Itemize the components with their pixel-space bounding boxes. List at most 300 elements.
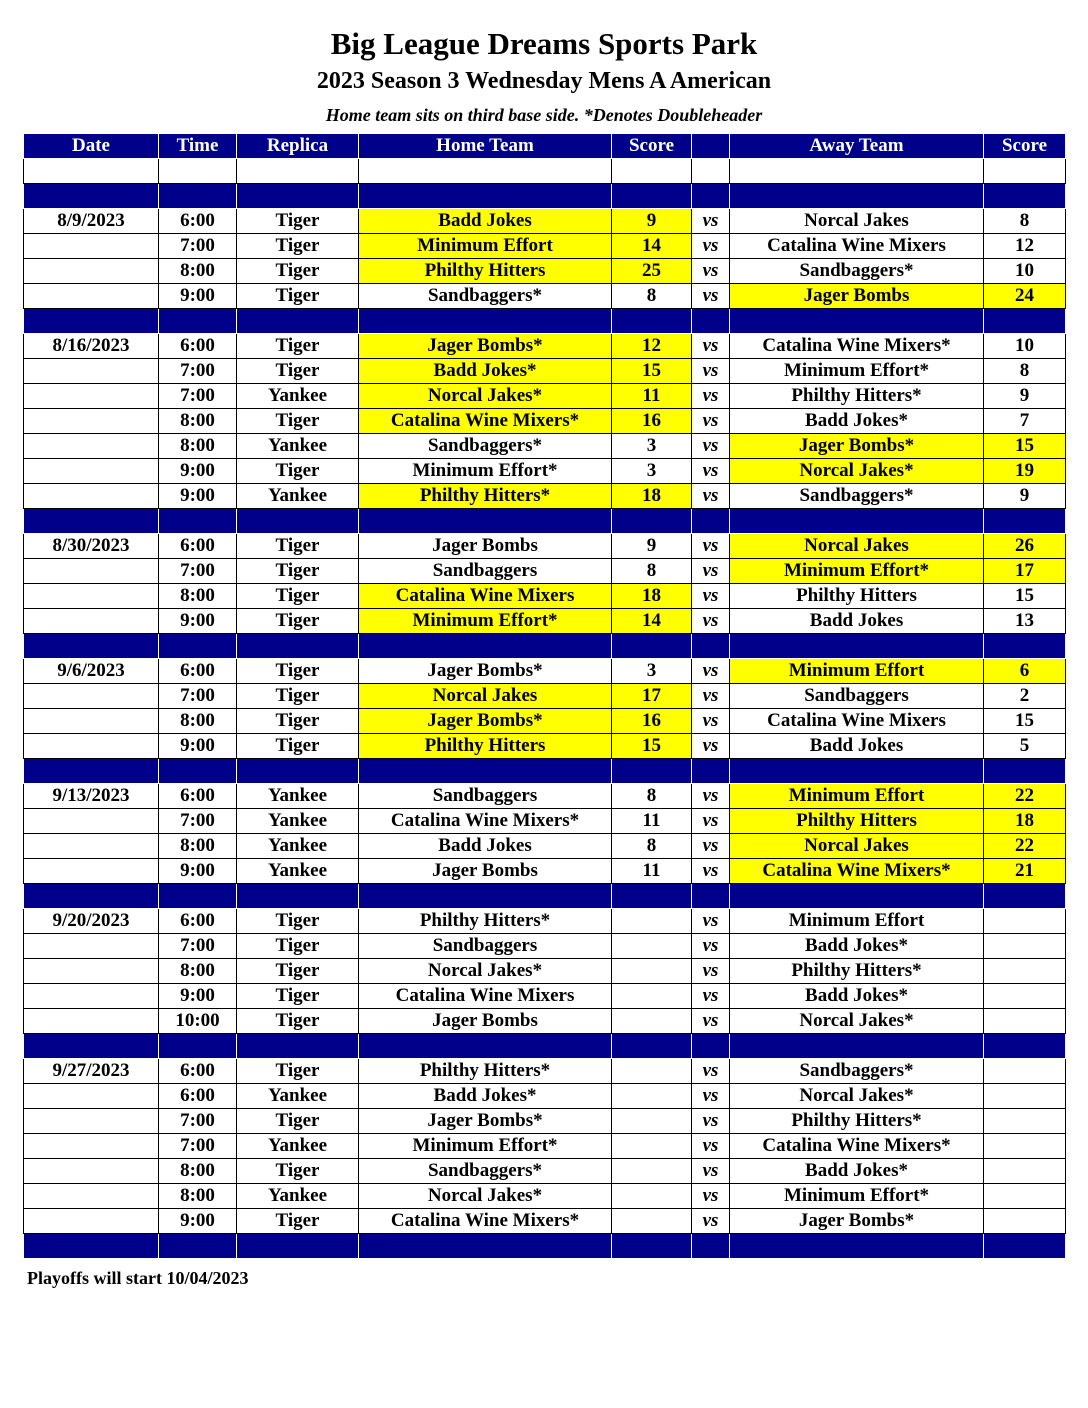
away-team-cell: Philthy Hitters: [730, 584, 984, 609]
time-cell: 8:00: [159, 409, 237, 434]
home-team-cell: [359, 1234, 612, 1259]
away-score-cell: 22: [984, 784, 1066, 809]
home-score-cell: 11: [612, 384, 692, 409]
time-cell: 7:00: [159, 1134, 237, 1159]
vs-cell: [692, 309, 730, 334]
date-cell: [24, 809, 159, 834]
time-cell: 8:00: [159, 259, 237, 284]
away-score-cell: 8: [984, 209, 1066, 234]
game-row: [24, 559, 1066, 584]
home-score-cell: 16: [612, 409, 692, 434]
col-header-home-score: Score: [612, 134, 692, 159]
home-team-cell: Catalina Wine Mixers*: [359, 409, 612, 434]
home-team-cell: Minimum Effort*: [359, 1134, 612, 1159]
away-team-cell: Sandbaggers*: [730, 484, 984, 509]
away-score-cell: 22: [984, 834, 1066, 859]
vs-cell: vs: [692, 709, 730, 734]
home-score-cell: [612, 959, 692, 984]
home-team-cell: [359, 309, 612, 334]
home-team-cell: Catalina Wine Mixers*: [359, 1209, 612, 1234]
week-separator-row: [24, 634, 1066, 659]
replica-cell: [237, 1234, 359, 1259]
date-cell: [24, 1034, 159, 1059]
col-header-home-team: Home Team: [359, 134, 612, 159]
home-score-cell: [612, 159, 692, 184]
date-cell: [24, 1159, 159, 1184]
page-title: Big League Dreams Sports Park: [330, 26, 758, 61]
home-score-cell: [612, 1034, 692, 1059]
time-cell: 8:00: [159, 1159, 237, 1184]
home-team-cell: Jager Bombs: [359, 859, 612, 884]
away-team-cell: Sandbaggers*: [730, 1059, 984, 1084]
home-score-cell: [612, 1009, 692, 1034]
home-score-cell: 11: [612, 859, 692, 884]
game-row: [24, 934, 1066, 959]
away-team-cell: [730, 1034, 984, 1059]
date-cell: [24, 1209, 159, 1234]
game-row: [24, 584, 1066, 609]
away-score-cell: [984, 934, 1066, 959]
home-team-cell: [359, 184, 612, 209]
vs-cell: vs: [692, 609, 730, 634]
home-score-cell: 8: [612, 559, 692, 584]
time-cell: 7:00: [159, 384, 237, 409]
vs-cell: vs: [692, 284, 730, 309]
away-team-cell: Minimum Effort: [730, 784, 984, 809]
time-cell: 8:00: [159, 834, 237, 859]
home-team-cell: Philthy Hitters*: [359, 909, 612, 934]
date-cell: [24, 959, 159, 984]
away-score-cell: [984, 634, 1066, 659]
away-team-cell: [730, 309, 984, 334]
home-team-cell: Philthy Hitters*: [359, 1059, 612, 1084]
game-row: [24, 959, 1066, 984]
week-separator-row: [24, 509, 1066, 534]
time-cell: 9:00: [159, 459, 237, 484]
home-score-cell: [612, 759, 692, 784]
col-header-date: Date: [24, 134, 159, 159]
home-team-cell: Jager Bombs: [359, 534, 612, 559]
date-cell: 8/16/2023: [24, 334, 159, 359]
date-cell: [24, 559, 159, 584]
time-cell: [159, 1234, 237, 1259]
home-team-cell: Minimum Effort*: [359, 459, 612, 484]
game-row: [24, 984, 1066, 1009]
away-team-cell: [730, 159, 984, 184]
replica-cell: [237, 634, 359, 659]
away-score-cell: [984, 1234, 1066, 1259]
date-cell: [24, 484, 159, 509]
date-cell: 8/30/2023: [24, 534, 159, 559]
date-cell: [24, 734, 159, 759]
game-row: [24, 734, 1066, 759]
schedule-body: [24, 159, 1066, 1259]
vs-cell: [692, 184, 730, 209]
home-score-cell: 14: [612, 609, 692, 634]
away-team-cell: Philthy Hitters*: [730, 384, 984, 409]
home-score-cell: 3: [612, 659, 692, 684]
replica-cell: Tiger: [237, 1059, 359, 1084]
vs-cell: vs: [692, 1059, 730, 1084]
vs-cell: vs: [692, 559, 730, 584]
page-subtitle: 2023 Season 3 Wednesday Mens A American: [316, 68, 772, 94]
home-team-cell: [359, 884, 612, 909]
replica-cell: Yankee: [237, 1084, 359, 1109]
away-team-cell: Jager Bombs*: [730, 434, 984, 459]
home-team-cell: Norcal Jakes*: [359, 1184, 612, 1209]
vs-cell: [692, 509, 730, 534]
time-cell: [159, 634, 237, 659]
home-score-cell: [612, 1109, 692, 1134]
home-team-cell: Minimum Effort: [359, 234, 612, 259]
date-cell: 9/27/2023: [24, 1059, 159, 1084]
date-cell: 9/20/2023: [24, 909, 159, 934]
away-team-cell: Philthy Hitters*: [730, 1109, 984, 1134]
date-cell: [24, 459, 159, 484]
away-score-cell: 9: [984, 484, 1066, 509]
away-score-cell: 13: [984, 609, 1066, 634]
date-cell: [24, 509, 159, 534]
home-team-cell: [359, 1034, 612, 1059]
home-score-cell: [612, 184, 692, 209]
away-score-cell: 21: [984, 859, 1066, 884]
replica-cell: Tiger: [237, 284, 359, 309]
game-row: [24, 284, 1066, 309]
replica-cell: Tiger: [237, 909, 359, 934]
away-score-cell: 15: [984, 434, 1066, 459]
away-team-cell: Norcal Jakes*: [730, 1009, 984, 1034]
away-team-cell: Minimum Effort*: [730, 359, 984, 384]
home-team-cell: Jager Bombs*: [359, 334, 612, 359]
game-row: [24, 659, 1066, 684]
home-score-cell: 15: [612, 359, 692, 384]
home-score-cell: 18: [612, 584, 692, 609]
home-score-cell: 14: [612, 234, 692, 259]
vs-cell: vs: [692, 1159, 730, 1184]
replica-cell: Tiger: [237, 459, 359, 484]
home-score-cell: [612, 884, 692, 909]
game-row: [24, 409, 1066, 434]
home-team-cell: Badd Jokes*: [359, 359, 612, 384]
time-cell: 10:00: [159, 1009, 237, 1034]
game-row: [24, 209, 1066, 234]
game-row: [24, 1009, 1066, 1034]
home-score-cell: 9: [612, 534, 692, 559]
away-team-cell: [730, 634, 984, 659]
time-cell: 7:00: [159, 934, 237, 959]
replica-cell: Yankee: [237, 784, 359, 809]
replica-cell: Tiger: [237, 584, 359, 609]
blank-row: [24, 159, 1066, 184]
away-team-cell: Norcal Jakes*: [730, 459, 984, 484]
time-cell: 8:00: [159, 434, 237, 459]
away-team-cell: Philthy Hitters*: [730, 959, 984, 984]
home-score-cell: [612, 1084, 692, 1109]
week-separator-row: [24, 1234, 1066, 1259]
away-score-cell: [984, 1159, 1066, 1184]
replica-cell: Yankee: [237, 859, 359, 884]
vs-cell: vs: [692, 959, 730, 984]
home-team-cell: Minimum Effort*: [359, 609, 612, 634]
away-score-cell: [984, 1009, 1066, 1034]
time-cell: 6:00: [159, 1059, 237, 1084]
away-team-cell: Badd Jokes*: [730, 1159, 984, 1184]
date-cell: [24, 1234, 159, 1259]
home-team-cell: Badd Jokes: [359, 209, 612, 234]
away-team-cell: Catalina Wine Mixers*: [730, 859, 984, 884]
home-team-cell: Sandbaggers*: [359, 434, 612, 459]
home-score-cell: [612, 309, 692, 334]
time-cell: 6:00: [159, 209, 237, 234]
replica-cell: [237, 184, 359, 209]
col-header-away-score: Score: [984, 134, 1066, 159]
time-cell: 7:00: [159, 809, 237, 834]
vs-cell: [692, 884, 730, 909]
game-row: [24, 859, 1066, 884]
away-score-cell: 26: [984, 534, 1066, 559]
away-team-cell: [730, 184, 984, 209]
away-score-cell: 17: [984, 559, 1066, 584]
away-team-cell: Minimum Effort*: [730, 559, 984, 584]
time-cell: 9:00: [159, 284, 237, 309]
home-score-cell: 3: [612, 434, 692, 459]
away-team-cell: Minimum Effort: [730, 659, 984, 684]
home-team-cell: Catalina Wine Mixers: [359, 584, 612, 609]
vs-cell: vs: [692, 584, 730, 609]
vs-cell: vs: [692, 259, 730, 284]
time-cell: [159, 159, 237, 184]
time-cell: [159, 759, 237, 784]
game-row: [24, 1084, 1066, 1109]
away-team-cell: Badd Jokes*: [730, 409, 984, 434]
date-cell: [24, 684, 159, 709]
date-cell: [24, 159, 159, 184]
replica-cell: Tiger: [237, 1109, 359, 1134]
game-row: [24, 609, 1066, 634]
away-team-cell: Catalina Wine Mixers: [730, 709, 984, 734]
date-cell: [24, 1084, 159, 1109]
vs-cell: vs: [692, 1209, 730, 1234]
game-row: [24, 434, 1066, 459]
time-cell: 8:00: [159, 1184, 237, 1209]
replica-cell: Tiger: [237, 734, 359, 759]
week-separator-row: [24, 184, 1066, 209]
replica-cell: Yankee: [237, 834, 359, 859]
away-team-cell: Norcal Jakes: [730, 834, 984, 859]
away-team-cell: [730, 759, 984, 784]
vs-cell: vs: [692, 1134, 730, 1159]
vs-cell: vs: [692, 859, 730, 884]
game-row: [24, 234, 1066, 259]
week-separator-row: [24, 1034, 1066, 1059]
away-score-cell: [984, 959, 1066, 984]
away-score-cell: 10: [984, 259, 1066, 284]
replica-cell: [237, 309, 359, 334]
replica-cell: Tiger: [237, 984, 359, 1009]
home-team-cell: Norcal Jakes*: [359, 384, 612, 409]
away-team-cell: [730, 509, 984, 534]
home-score-cell: 8: [612, 284, 692, 309]
home-score-cell: 8: [612, 784, 692, 809]
away-score-cell: [984, 1134, 1066, 1159]
replica-cell: [237, 759, 359, 784]
replica-cell: Tiger: [237, 659, 359, 684]
vs-cell: vs: [692, 1009, 730, 1034]
game-row: [24, 809, 1066, 834]
away-score-cell: [984, 1034, 1066, 1059]
away-score-cell: [984, 184, 1066, 209]
away-team-cell: Catalina Wine Mixers: [730, 234, 984, 259]
home-team-cell: Jager Bombs: [359, 1009, 612, 1034]
vs-cell: vs: [692, 809, 730, 834]
home-score-cell: [612, 984, 692, 1009]
away-score-cell: [984, 509, 1066, 534]
away-score-cell: [984, 759, 1066, 784]
vs-cell: vs: [692, 359, 730, 384]
away-team-cell: Sandbaggers*: [730, 259, 984, 284]
replica-cell: [237, 884, 359, 909]
away-score-cell: 24: [984, 284, 1066, 309]
away-score-cell: [984, 309, 1066, 334]
table-header-row: [24, 134, 1066, 159]
time-cell: 8:00: [159, 959, 237, 984]
home-score-cell: [612, 1184, 692, 1209]
time-cell: 6:00: [159, 1084, 237, 1109]
replica-cell: [237, 1034, 359, 1059]
time-cell: [159, 309, 237, 334]
game-row: [24, 1184, 1066, 1209]
away-score-cell: 7: [984, 409, 1066, 434]
home-team-cell: Jager Bombs*: [359, 709, 612, 734]
replica-cell: [237, 159, 359, 184]
game-row: [24, 909, 1066, 934]
home-team-cell: [359, 759, 612, 784]
home-team-cell: Philthy Hitters: [359, 259, 612, 284]
vs-cell: vs: [692, 209, 730, 234]
game-row: [24, 1159, 1066, 1184]
away-team-cell: Sandbaggers: [730, 684, 984, 709]
col-header-vs: [692, 134, 730, 159]
game-row: [24, 834, 1066, 859]
away-team-cell: Catalina Wine Mixers*: [730, 1134, 984, 1159]
schedule-table: [23, 133, 1066, 1259]
home-score-cell: 25: [612, 259, 692, 284]
time-cell: 7:00: [159, 359, 237, 384]
time-cell: 6:00: [159, 534, 237, 559]
replica-cell: Tiger: [237, 259, 359, 284]
week-separator-row: [24, 309, 1066, 334]
date-cell: [24, 834, 159, 859]
away-score-cell: 19: [984, 459, 1066, 484]
away-team-cell: Minimum Effort: [730, 909, 984, 934]
vs-cell: vs: [692, 234, 730, 259]
away-score-cell: [984, 984, 1066, 1009]
vs-cell: vs: [692, 409, 730, 434]
date-cell: [24, 859, 159, 884]
vs-cell: [692, 1234, 730, 1259]
away-team-cell: Jager Bombs: [730, 284, 984, 309]
date-cell: [24, 584, 159, 609]
replica-cell: [237, 509, 359, 534]
away-score-cell: 15: [984, 709, 1066, 734]
home-team-cell: Jager Bombs*: [359, 1109, 612, 1134]
page-note: Home team sits on third base side. *Denotes Doubleheader: [325, 105, 763, 125]
away-score-cell: 5: [984, 734, 1066, 759]
home-team-cell: Sandbaggers*: [359, 284, 612, 309]
away-score-cell: 8: [984, 359, 1066, 384]
away-score-cell: [984, 1059, 1066, 1084]
vs-cell: vs: [692, 834, 730, 859]
time-cell: 8:00: [159, 709, 237, 734]
home-team-cell: Sandbaggers*: [359, 1159, 612, 1184]
time-cell: 7:00: [159, 684, 237, 709]
away-team-cell: [730, 884, 984, 909]
col-header-replica: Replica: [237, 134, 359, 159]
away-team-cell: [730, 1234, 984, 1259]
time-cell: 9:00: [159, 609, 237, 634]
game-row: [24, 334, 1066, 359]
replica-cell: Tiger: [237, 1009, 359, 1034]
game-row: [24, 709, 1066, 734]
vs-cell: vs: [692, 734, 730, 759]
home-score-cell: 12: [612, 334, 692, 359]
vs-cell: vs: [692, 1084, 730, 1109]
home-team-cell: Catalina Wine Mixers*: [359, 809, 612, 834]
game-row: [24, 684, 1066, 709]
away-score-cell: [984, 909, 1066, 934]
replica-cell: Yankee: [237, 484, 359, 509]
home-team-cell: Philthy Hitters: [359, 734, 612, 759]
date-cell: [24, 434, 159, 459]
away-team-cell: Norcal Jakes: [730, 534, 984, 559]
game-row: [24, 784, 1066, 809]
replica-cell: Yankee: [237, 1184, 359, 1209]
home-team-cell: Norcal Jakes: [359, 684, 612, 709]
vs-cell: vs: [692, 334, 730, 359]
game-row: [24, 459, 1066, 484]
home-team-cell: Norcal Jakes*: [359, 959, 612, 984]
home-team-cell: [359, 509, 612, 534]
away-score-cell: 10: [984, 334, 1066, 359]
date-cell: [24, 259, 159, 284]
game-row: [24, 534, 1066, 559]
replica-cell: Tiger: [237, 959, 359, 984]
replica-cell: Tiger: [237, 334, 359, 359]
away-team-cell: Catalina Wine Mixers*: [730, 334, 984, 359]
replica-cell: Tiger: [237, 209, 359, 234]
time-cell: 6:00: [159, 909, 237, 934]
away-score-cell: [984, 884, 1066, 909]
date-cell: 9/6/2023: [24, 659, 159, 684]
date-cell: [24, 284, 159, 309]
away-team-cell: Norcal Jakes*: [730, 1084, 984, 1109]
replica-cell: Tiger: [237, 559, 359, 584]
vs-cell: vs: [692, 384, 730, 409]
away-score-cell: [984, 1184, 1066, 1209]
home-score-cell: [612, 1159, 692, 1184]
home-score-cell: 15: [612, 734, 692, 759]
game-row: [24, 259, 1066, 284]
date-cell: [24, 934, 159, 959]
vs-cell: vs: [692, 459, 730, 484]
game-row: [24, 384, 1066, 409]
date-cell: [24, 309, 159, 334]
home-score-cell: [612, 1209, 692, 1234]
vs-cell: vs: [692, 434, 730, 459]
replica-cell: Tiger: [237, 1209, 359, 1234]
time-cell: 9:00: [159, 1209, 237, 1234]
home-score-cell: [612, 1134, 692, 1159]
